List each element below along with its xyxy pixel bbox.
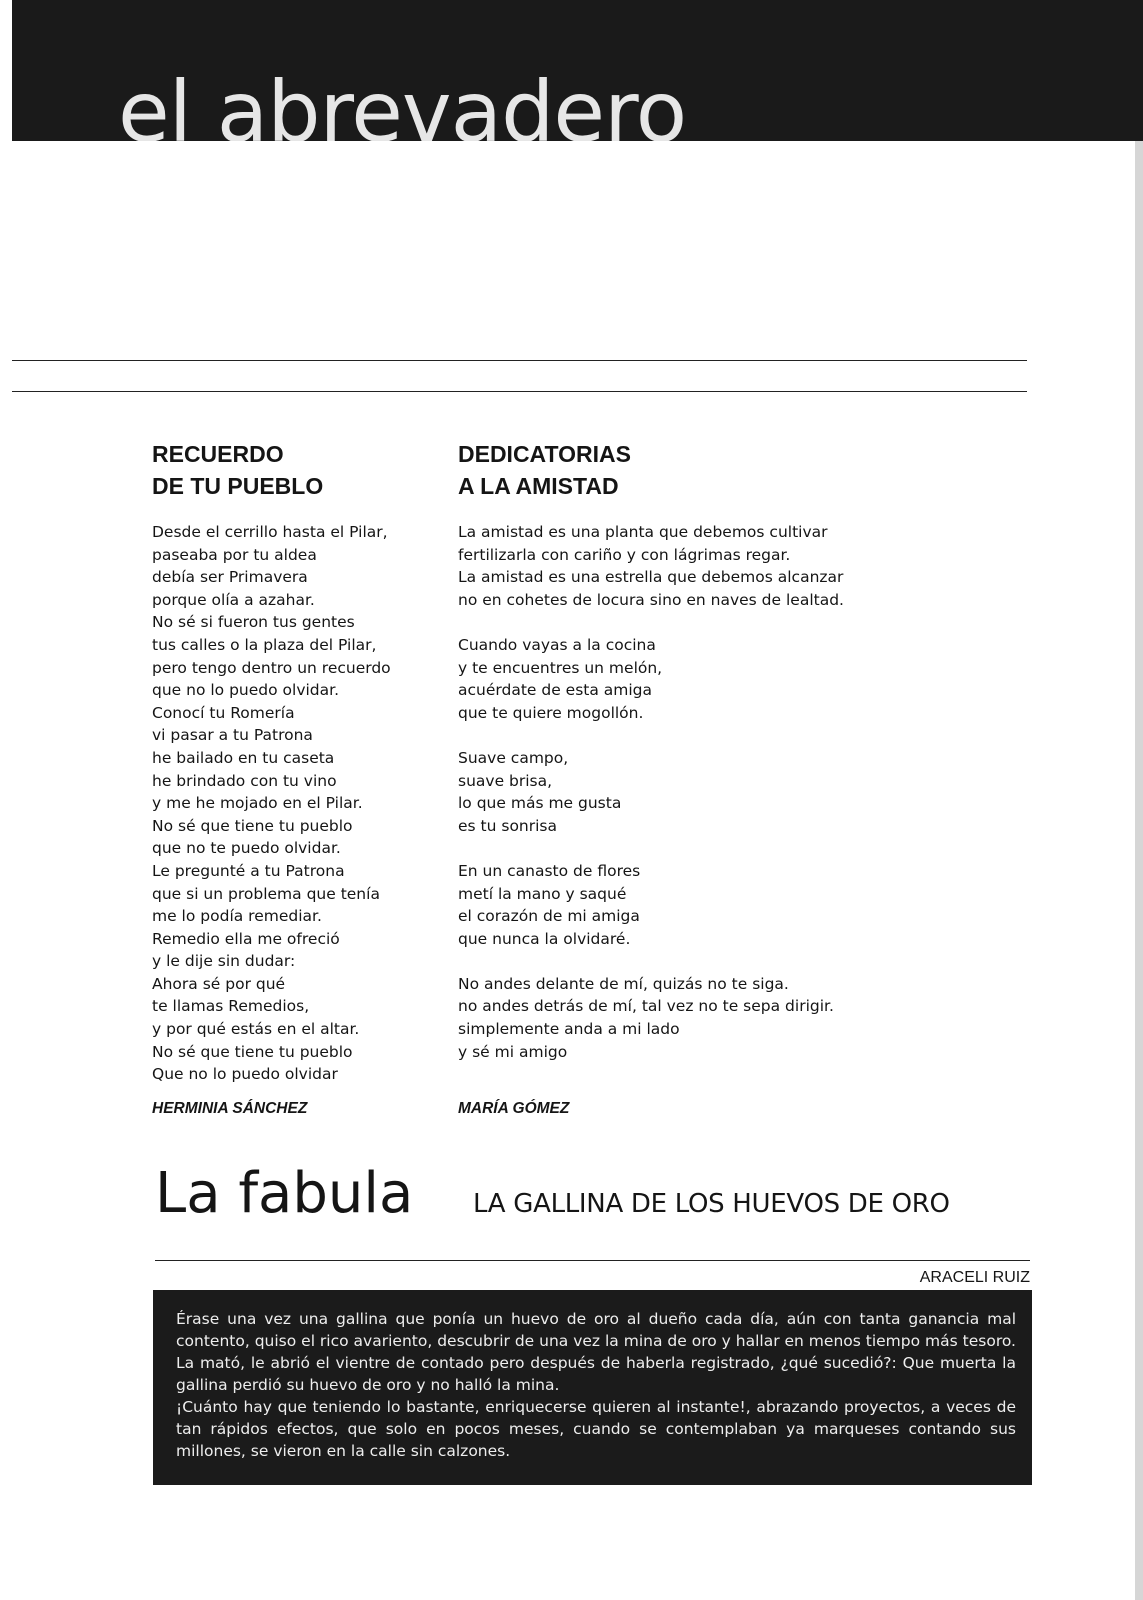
poem-line: No andes delante de mí, quizás no te siga. (458, 974, 789, 993)
poem-body (458, 521, 1018, 1063)
fable-author: ARACELI RUIZ (919, 1269, 1030, 1286)
poem-line: que no te puedo olvidar. (152, 839, 341, 858)
poem-line: No sé que tiene tu pueblo (152, 816, 353, 835)
fable-divider (155, 1260, 1030, 1261)
fable-text-box (153, 1290, 1032, 1485)
section-title: el abrevadero (118, 63, 687, 141)
heading-line: DEDICATORIAS (458, 441, 631, 467)
poem-line: simplemente anda a mi lado (458, 1020, 680, 1039)
poem-line: que no lo puedo olvidar. (152, 681, 340, 700)
poem-stanza (458, 973, 1018, 1063)
poem-line: el corazón de mi amiga (458, 907, 640, 926)
poem-line: y le dije sin dudar: (152, 952, 296, 971)
poem-line: no en cohetes de locura sino en naves de lealtad. (458, 590, 844, 609)
poem-line: debía ser Primavera (152, 568, 308, 587)
fable-paragraph: Érase una vez una gallina que ponía un huevo de oro al dueño cada día, aún con tanta ganancia mal contento, quiso el rico avariento, descubrir de una vez la mina de oro y hallar en menos tiempo más tesoro. La mató, le abrió el vientre de contado pero después de haberla registrado, ¿qué sucedió?: Que muerta la gallina perdió su huevo de oro y no halló la mina. (176, 1310, 1016, 1394)
poem-line: Suave campo, (458, 748, 569, 767)
poem-line: no andes detrás de mí, tal vez no te sepa dirigir. (458, 997, 834, 1016)
poem-line: que te quiere mogollón. (458, 703, 644, 722)
poem-line: Desde el cerrillo hasta el Pilar, (152, 523, 388, 541)
poem-line: Remedio ella me ofreció (152, 929, 340, 948)
poem-line: paseaba por tu aldea (152, 545, 317, 564)
poem-line: he bailado en tu caseta (152, 748, 335, 767)
poem-line: he brindado con tu vino (152, 771, 337, 790)
poem-body (152, 521, 442, 1086)
poem-line: y me he mojado en el Pilar. (152, 794, 363, 813)
poem-line: y sé mi amigo (458, 1042, 568, 1061)
poem-line: que nunca la olvidaré. (458, 929, 631, 948)
poem-line: que si un problema que tenía (152, 884, 380, 903)
poem-stanza (458, 634, 1018, 724)
poem-line: acuérdate de esta amiga (458, 681, 653, 700)
page-edge (1135, 0, 1143, 1600)
poem-line: La amistad es una planta que debemos cultivar (458, 523, 828, 541)
poem-line: te llamas Remedios, (152, 997, 310, 1016)
fable-title: La fabula (155, 1161, 414, 1226)
header-banner (12, 0, 1143, 141)
divider-bottom (12, 391, 1027, 392)
poem-author: HERMINIA SÁNCHEZ (152, 1100, 308, 1117)
poem-line: y por qué estás en el altar. (152, 1020, 360, 1039)
poem-line: me lo podía remediar. (152, 907, 322, 926)
poem-line: Que no lo puedo olvidar (152, 1065, 338, 1084)
poem-stanza (458, 860, 1018, 950)
fable-subtitle: LA GALLINA DE LOS HUEVOS DE ORO (473, 1189, 950, 1219)
poem-heading (152, 438, 442, 502)
poem-line: Le pregunté a tu Patrona (152, 861, 345, 880)
poem-line: En un canasto de flores (458, 861, 641, 880)
poem-line: La amistad es una estrella que debemos alcanzar (458, 568, 844, 587)
poem-line: porque olía a azahar. (152, 590, 315, 609)
poem-stanza (458, 521, 1018, 611)
fable-paragraph: ¡Cuánto hay que teniendo lo bastante, enriquecerse quieren al instante!, abrazando proyectos, a veces de tan rápidos efectos, que solo en pocos meses, cuando se contemplaban ya marqueses contando sus millones, se vieron en la calle sin calzones. (176, 1398, 1016, 1460)
heading-line: RECUERDO (152, 441, 284, 467)
heading-line: A LA AMISTAD (458, 473, 619, 499)
poem-line: Ahora sé por qué (152, 974, 286, 993)
poem-line: suave brisa, (458, 771, 553, 790)
poem-heading (458, 438, 1018, 502)
poem-line: lo que más me gusta (458, 794, 622, 813)
poem-line: fertilizarla con cariño y con lágrimas regar. (458, 545, 791, 564)
poem-line: Cuando vayas a la cocina (458, 635, 656, 654)
poem-stanza (458, 747, 1018, 837)
poem-recuerdo (152, 438, 442, 1086)
poem-line: Conocí tu Romería (152, 703, 295, 722)
divider-top (12, 360, 1027, 361)
poem-line: metí la mano y saqué (458, 884, 627, 903)
poem-line: No sé si fueron tus gentes (152, 613, 355, 632)
heading-line: DE TU PUEBLO (152, 473, 324, 499)
poem-dedicatorias (458, 438, 1018, 1086)
poem-line: y te encuentres un melón, (458, 658, 663, 677)
poem-line: tus calles o la plaza del Pilar, (152, 635, 377, 654)
poem-line: No sé que tiene tu pueblo (152, 1042, 353, 1061)
poem-line: es tu sonrisa (458, 816, 558, 835)
poem-line: vi pasar a tu Patrona (152, 726, 313, 745)
poem-author: MARÍA GÓMEZ (458, 1100, 570, 1117)
poem-line: pero tengo dentro un recuerdo (152, 658, 391, 677)
